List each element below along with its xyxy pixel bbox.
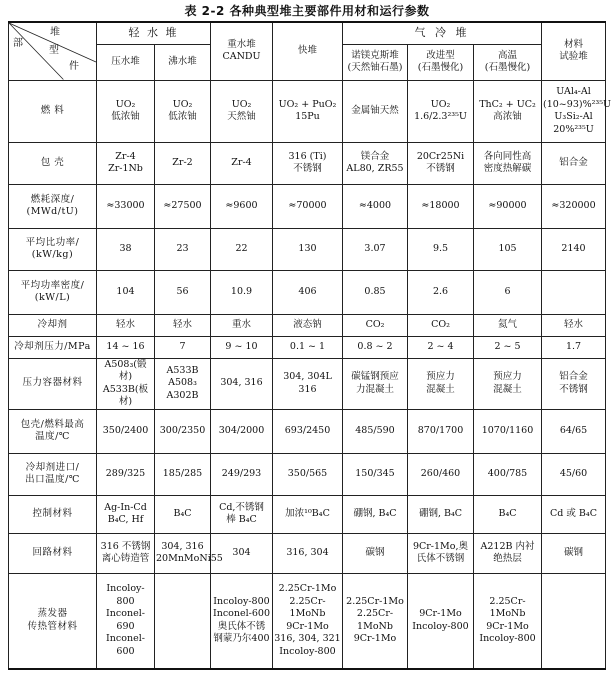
table-cell: 249/293 — [211, 453, 273, 495]
col-test: 材料 试验堆 — [542, 22, 606, 80]
table-cell: 轻水 — [97, 314, 155, 336]
table-cell: 加浓¹⁰B₄C — [273, 495, 343, 533]
diag-label-type: 型 — [49, 45, 59, 56]
table-cell: 300/2350 — [155, 409, 211, 453]
table-cell: 1070/1160 — [474, 409, 542, 453]
table-cell: 104 — [97, 270, 155, 314]
table-cell: ≈4000 — [343, 184, 408, 228]
table-cell: 碳锰钢预应 力混凝土 — [343, 358, 408, 409]
table-cell: 2 ~ 5 — [474, 336, 542, 358]
table-cell: CO₂ — [408, 314, 474, 336]
table-cell: 碳钢 — [343, 533, 408, 573]
row-label: 平均功率密度/ (kW/L) — [9, 270, 97, 314]
row-label: 蒸发器 传热管材料 — [9, 573, 97, 669]
row-label: 控制材料 — [9, 495, 97, 533]
col-fast: 快堆 — [273, 22, 343, 80]
table-row — [9, 142, 606, 184]
col-agr: 改进型 (石墨慢化) — [408, 44, 474, 80]
table-cell: 铝合金 不锈钢 — [542, 358, 606, 409]
table-cell: 9Cr-1Mo Incoloy-800 — [408, 573, 474, 669]
table-cell: A533B A508₃ A302B — [155, 358, 211, 409]
row-label: 压力容器材料 — [9, 358, 97, 409]
table-cell: Zr-2 — [155, 142, 211, 184]
table-cell: 0.1 ~ 1 — [273, 336, 343, 358]
table-cell: UO₂ 1.6/2.3²³⁵U — [408, 80, 474, 142]
table-cell: 870/1700 — [408, 409, 474, 453]
table-cell: 9 ~ 10 — [211, 336, 273, 358]
table-cell: ≈33000 — [97, 184, 155, 228]
table-cell: 260/460 — [408, 453, 474, 495]
table-cell: ThC₂ + UC₂ 高浓铀 — [474, 80, 542, 142]
table-row — [9, 453, 606, 495]
table-cell: 22 — [211, 228, 273, 270]
table-cell: 105 — [474, 228, 542, 270]
table-cell: 2.25Cr-1MoNb 9Cr-1Mo Incoloy-800 — [474, 573, 542, 669]
col-candu: 重水堆 CANDU — [211, 22, 273, 80]
table-cell: Ag-In-Cd B₄C, Hf — [97, 495, 155, 533]
row-label: 包壳/燃料最高 温度/℃ — [9, 409, 97, 453]
table-cell: 硼钢, B₄C — [343, 495, 408, 533]
table-cell: 0.85 — [343, 270, 408, 314]
table-cell: Incoloy-800 Inconel-600 奥氏体不锈 钢蒙乃尔400 — [211, 573, 273, 669]
table-cell: CO₂ — [343, 314, 408, 336]
table-cell: 304, 316 20MnMoNi55 — [155, 533, 211, 573]
table-cell: 38 — [97, 228, 155, 270]
table-cell: UO₂ 低浓铀 — [97, 80, 155, 142]
col-pwr: 压水堆 — [97, 44, 155, 80]
table-cell: A212B 内衬 绝热层 — [474, 533, 542, 573]
table-cell: UO₂ + PuO₂ 15Pu — [273, 80, 343, 142]
table-cell: 185/285 — [155, 453, 211, 495]
table-row — [9, 336, 606, 358]
table-cell: 9Cr-1Mo,奥 氏体不锈钢 — [408, 533, 474, 573]
table-cell: B₄C — [474, 495, 542, 533]
table-cell: 镁合金 AL80, ZR55 — [343, 142, 408, 184]
table-cell: 7 — [155, 336, 211, 358]
table-cell: ≈27500 — [155, 184, 211, 228]
table-cell: 64/65 — [542, 409, 606, 453]
row-label: 冷却剂压力/MPa — [9, 336, 97, 358]
table-cell: UAl₄-Al (10~93)%²³⁵U U₃Si₂-Al 20%²³⁵U — [542, 80, 606, 142]
table-row — [9, 358, 606, 409]
table-cell: 350/565 — [273, 453, 343, 495]
col-magnox: 诺镁克斯堆 (天然铀石墨) — [343, 44, 408, 80]
table-cell: 350/2400 — [97, 409, 155, 453]
table-cell: 金属铀天然 — [343, 80, 408, 142]
col-bwr: 沸水堆 — [155, 44, 211, 80]
table-cell: 预应力 混凝土 — [474, 358, 542, 409]
table-cell: 2140 — [542, 228, 606, 270]
table-cell: 693/2450 — [273, 409, 343, 453]
group-gas-cooled: 气 冷 堆 — [343, 22, 542, 44]
header-diagonal-cell — [9, 22, 97, 80]
table-cell: 重水 — [211, 314, 273, 336]
table-cell: 304/2000 — [211, 409, 273, 453]
table-cell — [542, 573, 606, 669]
table-cell: Zr-4 — [211, 142, 273, 184]
table-cell: 400/785 — [474, 453, 542, 495]
table-cell: A508₃(锻材) A533B(板材) — [97, 358, 155, 409]
table-cell: UO₂ 低浓铀 — [155, 80, 211, 142]
table-cell — [542, 270, 606, 314]
table-cell: B₄C — [155, 495, 211, 533]
table-row — [9, 573, 606, 669]
table-cell: 各向同性高 密度热解碳 — [474, 142, 542, 184]
table-cell — [155, 573, 211, 669]
row-label: 平均比功率/ (kW/kg) — [9, 228, 97, 270]
table-cell: 304, 316 — [211, 358, 273, 409]
row-label: 包 壳 — [9, 142, 97, 184]
table-cell: ≈320000 — [542, 184, 606, 228]
table-cell: 289/325 — [97, 453, 155, 495]
table-cell: 预应力 混凝土 — [408, 358, 474, 409]
table-cell: 2 ~ 4 — [408, 336, 474, 358]
table-row — [9, 80, 606, 142]
table-cell: 6 — [474, 270, 542, 314]
table-cell: 铝合金 — [542, 142, 606, 184]
row-label: 冷却剂进口/ 出口温度/℃ — [9, 453, 97, 495]
table-cell: ≈90000 — [474, 184, 542, 228]
table-cell: 碳钢 — [542, 533, 606, 573]
table-cell: 45/60 — [542, 453, 606, 495]
row-label: 回路材料 — [9, 533, 97, 573]
table-row — [9, 533, 606, 573]
table-cell: 液态钠 — [273, 314, 343, 336]
table-cell: 2.6 — [408, 270, 474, 314]
table-cell: 轻水 — [542, 314, 606, 336]
table-cell: Incoloy-800 Inconel-690 Inconel-600 — [97, 573, 155, 669]
diag-label-part: 部 — [13, 38, 23, 49]
table-row — [9, 409, 606, 453]
row-label: 燃 料 — [9, 80, 97, 142]
table-cell: 304, 304L 316 — [273, 358, 343, 409]
table-cell: Zr-4 Zr-1Nb — [97, 142, 155, 184]
row-label: 冷却剂 — [9, 314, 97, 336]
table-row — [9, 495, 606, 533]
table-cell: 406 — [273, 270, 343, 314]
table-cell: 10.9 — [211, 270, 273, 314]
table-cell: 0.8 ~ 2 — [343, 336, 408, 358]
table-cell: 316 (Ti) 不锈钢 — [273, 142, 343, 184]
table-cell: UO₂ 天然铀 — [211, 80, 273, 142]
table-cell: Cd 或 B₄C — [542, 495, 606, 533]
table-row — [9, 184, 606, 228]
table-row — [9, 314, 606, 336]
row-label: 燃耗深度/ (MWd/tU) — [9, 184, 97, 228]
table-cell: 氦气 — [474, 314, 542, 336]
table-cell: Cd,不锈钢 棒 B₄C — [211, 495, 273, 533]
table-cell: 1.7 — [542, 336, 606, 358]
table-cell: 轻水 — [155, 314, 211, 336]
table-title: 表 2-2 各种典型堆主要部件用材和运行参数 — [184, 4, 430, 18]
table-cell: 485/590 — [343, 409, 408, 453]
table-cell: ≈18000 — [408, 184, 474, 228]
col-htgr: 高温 (石墨慢化) — [474, 44, 542, 80]
table-cell: 316 不锈钢 离心铸造管 — [97, 533, 155, 573]
table-cell: 9.5 — [408, 228, 474, 270]
table-cell: 150/345 — [343, 453, 408, 495]
table-cell: 316, 304 — [273, 533, 343, 573]
table-cell: 2.25Cr-1Mo 2.25Cr-1MoNb 9Cr-1Mo — [343, 573, 408, 669]
table-cell: 14 ~ 16 — [97, 336, 155, 358]
table-row — [9, 228, 606, 270]
table-cell: ≈70000 — [273, 184, 343, 228]
table-cell: 304 — [211, 533, 273, 573]
diag-label-reactor: 堆 — [50, 27, 60, 38]
table-cell: 56 — [155, 270, 211, 314]
table-cell: 2.25Cr-1Mo 2.25Cr-1MoNb 9Cr-1Mo 316, 304, 321 Incoloy-800 — [273, 573, 343, 669]
group-light-water: 轻 水 堆 — [97, 22, 211, 44]
table-cell: 硼钢, B₄C — [408, 495, 474, 533]
table-cell: 20Cr25Ni 不锈钢 — [408, 142, 474, 184]
diag-label-component: 件 — [69, 61, 79, 72]
table-cell: 130 — [273, 228, 343, 270]
data-table — [8, 21, 612, 670]
table-cell: 3.07 — [343, 228, 408, 270]
table-cell: ≈9600 — [211, 184, 273, 228]
table-row — [9, 270, 606, 314]
table-cell: 23 — [155, 228, 211, 270]
